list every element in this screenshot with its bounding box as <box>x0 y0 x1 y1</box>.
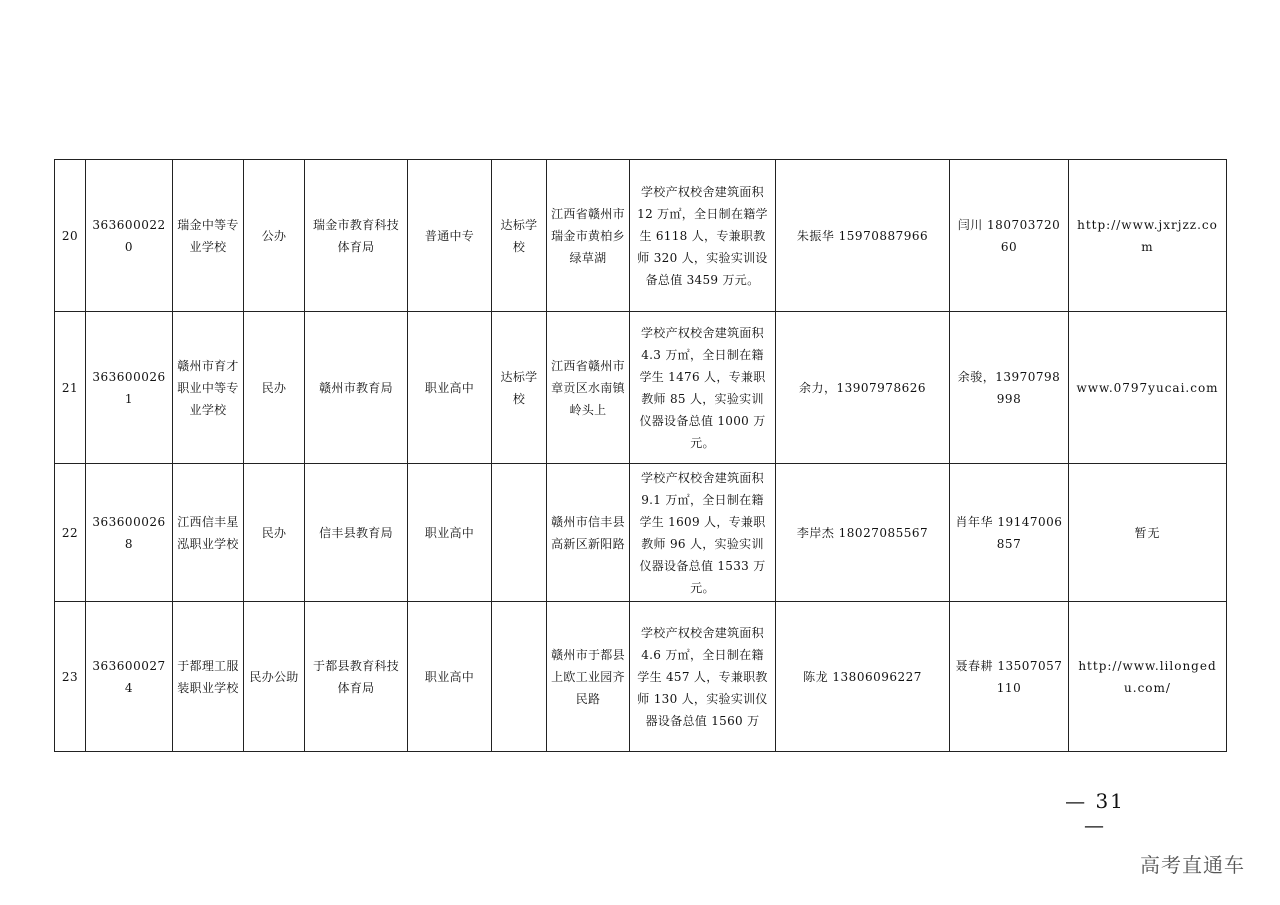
school-name: 瑞金中等专业学校 <box>173 160 244 312</box>
school-website: http://www.jxrjzz.com <box>1069 160 1227 312</box>
school-name: 赣州市育才职业中等专业学校 <box>173 312 244 464</box>
school-type: 民办 <box>244 312 305 464</box>
school-address: 江西省赣州市章贡区水南镇岭头上 <box>547 312 630 464</box>
school-code: 3636000274 <box>86 602 173 752</box>
school-code: 3636000261 <box>86 312 173 464</box>
school-address: 江西省赣州市瑞金市黄柏乡绿草湖 <box>547 160 630 312</box>
compliance-status <box>492 464 547 602</box>
supervising-authority: 于都县教育科技体育局 <box>305 602 408 752</box>
school-code: 3636000220 <box>86 160 173 312</box>
school-overview: 学校产权校舍建筑面积 4.6 万㎡，全日制在籍学生 457 人，专兼职教师 130 人，实验实训仪器设备总值 1560 万 <box>630 602 776 752</box>
principal-contact: 陈龙 13806096227 <box>776 602 950 752</box>
supervising-authority: 信丰县教育局 <box>305 464 408 602</box>
school-type: 民办公助 <box>244 602 305 752</box>
school-code: 3636000268 <box>86 464 173 602</box>
table-row <box>55 602 1227 752</box>
school-address: 赣州市信丰县高新区新阳路 <box>547 464 630 602</box>
compliance-status <box>492 602 547 752</box>
watermark-text: 高考直通车 <box>1140 853 1245 877</box>
school-overview: 学校产权校舍建筑面积 12 万㎡，全日制在籍学生 6118 人，专兼职教师 320 人，实验实训设备总值 3459 万元。 <box>630 160 776 312</box>
school-overview: 学校产权校舍建筑面积 4.3 万㎡，全日制在籍学生 1476 人，专兼职教师 85 人，实验实训仪器设备总值 1000 万元。 <box>630 312 776 464</box>
school-name: 江西信丰星泓职业学校 <box>173 464 244 602</box>
principal-contact: 李岸杰 18027085567 <box>776 464 950 602</box>
school-website: www.0797yucai.com <box>1069 312 1227 464</box>
liaison-contact: 闫川 18070372060 <box>950 160 1069 312</box>
liaison-contact: 余骏，13970798998 <box>950 312 1069 464</box>
school-level: 职业高中 <box>408 464 492 602</box>
school-info-table <box>54 159 1227 752</box>
table-row <box>55 312 1227 464</box>
school-level: 职业高中 <box>408 602 492 752</box>
liaison-contact: 肖年华 19147006857 <box>950 464 1069 602</box>
school-website: 暂无 <box>1069 464 1227 602</box>
page-number: — 31 — <box>1065 789 1125 837</box>
school-website: http://www.lilongedu.com/ <box>1069 602 1227 752</box>
school-type: 公办 <box>244 160 305 312</box>
row-number: 23 <box>55 602 86 752</box>
table-row <box>55 160 1227 312</box>
supervising-authority: 瑞金市教育科技体育局 <box>305 160 408 312</box>
principal-contact: 余力，13907978626 <box>776 312 950 464</box>
row-number: 20 <box>55 160 86 312</box>
school-name: 于都理工服装职业学校 <box>173 602 244 752</box>
table-row <box>55 464 1227 602</box>
supervising-authority: 赣州市教育局 <box>305 312 408 464</box>
school-address: 赣州市于都县上欧工业园齐民路 <box>547 602 630 752</box>
school-overview: 学校产权校舍建筑面积 9.1 万㎡，全日制在籍学生 1609 人，专兼职教师 96 人，实验实训仪器设备总值 1533 万元。 <box>630 464 776 602</box>
school-level: 普通中专 <box>408 160 492 312</box>
row-number: 22 <box>55 464 86 602</box>
compliance-status: 达标学校 <box>492 312 547 464</box>
row-number: 21 <box>55 312 86 464</box>
school-type: 民办 <box>244 464 305 602</box>
compliance-status: 达标学校 <box>492 160 547 312</box>
school-level: 职业高中 <box>408 312 492 464</box>
liaison-contact: 聂春耕 13507057110 <box>950 602 1069 752</box>
principal-contact: 朱振华 15970887966 <box>776 160 950 312</box>
